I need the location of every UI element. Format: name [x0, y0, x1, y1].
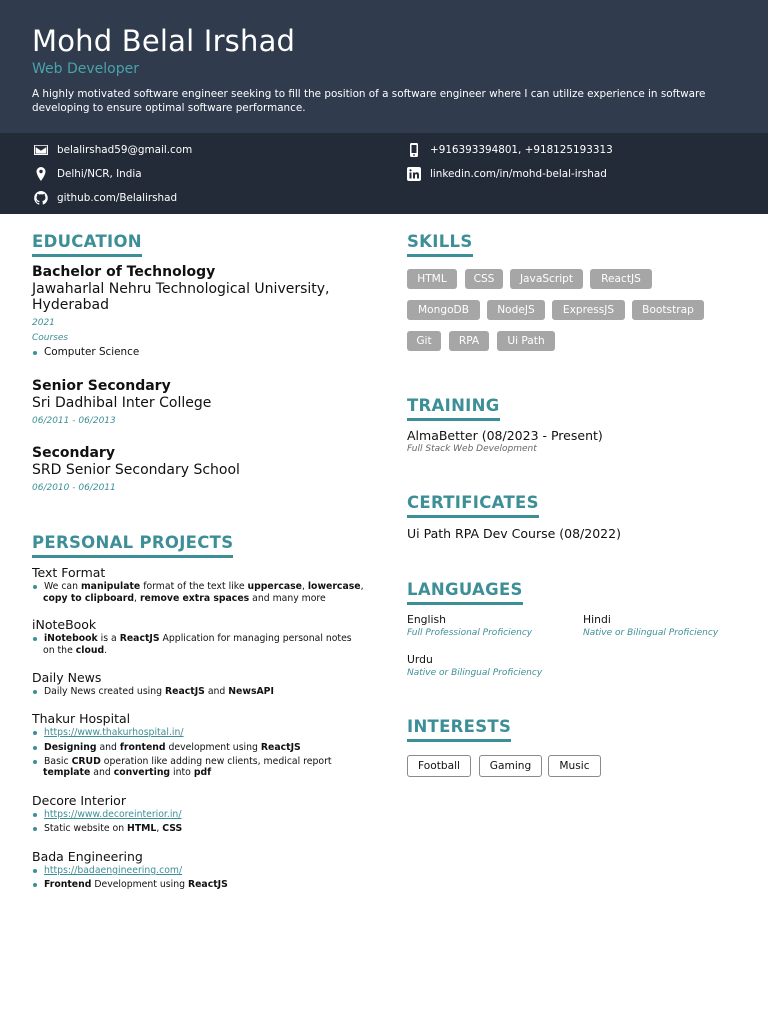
skill-tag: ReactJS [590, 269, 652, 289]
project-title: Text Format [32, 565, 106, 580]
skill-tag: ExpressJS [552, 300, 625, 320]
project-bullet: Static website on HTML, CSS [32, 823, 182, 835]
project-bullet: iNotebook is a ReactJS Application for managing personal notes [32, 633, 352, 645]
course-item: Computer Science [32, 346, 139, 359]
project-link-item[interactable] [32, 865, 182, 877]
projects-title: PERSONAL PROJECTS [32, 533, 233, 558]
location-pin-icon [33, 166, 49, 182]
location-text: Delhi/NCR, India [57, 168, 142, 180]
interest-tag: Football [407, 755, 471, 777]
project-bullet: Basic CRUD operation like adding new clients, medical report [32, 756, 332, 768]
education-date: 06/2011 - 06/2013 [32, 416, 116, 426]
project-title: Decore Interior [32, 793, 126, 808]
certificates-title: CERTIFICATES [407, 493, 539, 518]
language-level: Native or Bilingual Proficiency [407, 668, 543, 678]
skill-tag: RPA [449, 331, 489, 351]
skills-title: SKILLS [407, 232, 473, 257]
language-name: Urdu [407, 653, 433, 666]
skill-tag: HTML [407, 269, 457, 289]
language-level: Native or Bilingual Proficiency [583, 628, 719, 638]
project-link-item[interactable] [32, 727, 184, 739]
phone-text: +916393394801, +918125193313 [430, 144, 613, 156]
skill-tag: JavaScript [510, 269, 583, 289]
project-bullet: Daily News created using ReactJS and NewsAPI [32, 686, 274, 698]
courses-label: Courses [32, 333, 69, 343]
interest-tag: Gaming [479, 755, 542, 777]
project-link[interactable]: https://www.decoreinterior.in/ [44, 809, 182, 820]
education-degree: Secondary [32, 445, 115, 461]
education-date: 06/2010 - 06/2011 [32, 483, 116, 493]
linkedin-text: linkedin.com/in/mohd-belal-irshad [430, 168, 607, 180]
language-name: English [407, 613, 446, 626]
training-title: TRAINING [407, 396, 500, 421]
linkedin-icon [406, 166, 422, 182]
education-institution: Sri Dadhibal Inter College [32, 395, 212, 411]
contact-github[interactable] [33, 190, 177, 206]
project-title: Daily News [32, 670, 102, 685]
training-description: Full Stack Web Development [407, 444, 537, 454]
education-institution: Jawaharlal Nehru Technological University, [32, 281, 330, 297]
education-date: 2021 [32, 318, 55, 328]
interests-title: INTERESTS [407, 717, 511, 742]
project-title: iNoteBook [32, 617, 97, 632]
project-title: Bada Engineering [32, 849, 143, 864]
skill-tag: MongoDB [407, 300, 480, 320]
github-text: github.com/Belalirshad [57, 192, 178, 204]
project-bullet-continued: template and converting into pdf [43, 767, 212, 778]
email-text: belalirshad59@gmail.com [57, 144, 193, 156]
contact-bar [0, 133, 768, 214]
training-name: AlmaBetter (08/2023 - Present) [407, 428, 603, 443]
language-level: Full Professional Proficiency [407, 628, 533, 638]
contact-linkedin[interactable] [406, 166, 607, 182]
education-degree: Senior Secondary [32, 378, 171, 394]
skill-tag: Ui Path [497, 331, 555, 351]
project-bullet: We can manipulate format of the text like uppercase, lowercase, [32, 581, 364, 593]
candidate-name: Mohd Belal Irshad [32, 24, 296, 58]
project-bullet: Designing and frontend development using ReactJS [32, 742, 301, 754]
resume-header [0, 0, 768, 133]
github-icon [33, 190, 49, 206]
education-institution: Hyderabad [32, 297, 109, 313]
interest-tag: Music [548, 755, 601, 777]
language-name: Hindi [583, 613, 611, 626]
contact-email[interactable] [33, 142, 192, 158]
project-link-item[interactable] [32, 809, 181, 821]
skill-tag: Bootstrap [632, 300, 704, 320]
education-institution: SRD Senior Secondary School [32, 462, 240, 478]
skill-tag: NodeJS [487, 300, 545, 320]
contact-location [33, 166, 142, 182]
project-bullet-continued: on the cloud. [43, 645, 108, 656]
summary-text: A highly motivated software engineer seeking to fill the position of a software engineer where I can utilize experience in software developing to ensure optimal software performance. [32, 88, 706, 114]
project-link[interactable]: https://www.thakurhospital.in/ [44, 727, 184, 738]
certificate-name: Ui Path RPA Dev Course (08/2022) [407, 526, 621, 541]
candidate-role: Web Developer [32, 61, 139, 77]
project-title: Thakur Hospital [32, 711, 131, 726]
envelope-icon [33, 142, 49, 158]
phone-icon [406, 142, 422, 158]
languages-title: LANGUAGES [407, 580, 523, 605]
skill-tag: Git [407, 331, 441, 351]
project-link[interactable]: https://badaengineering.com/ [44, 865, 183, 876]
project-bullet: Frontend Development using ReactJS [32, 879, 228, 891]
education-degree: Bachelor of Technology [32, 264, 216, 280]
education-title: EDUCATION [32, 232, 142, 257]
skill-tag: CSS [465, 269, 503, 289]
project-bullet-continued: copy to clipboard, remove extra spaces and many more [43, 593, 326, 604]
contact-phone[interactable] [406, 142, 613, 158]
